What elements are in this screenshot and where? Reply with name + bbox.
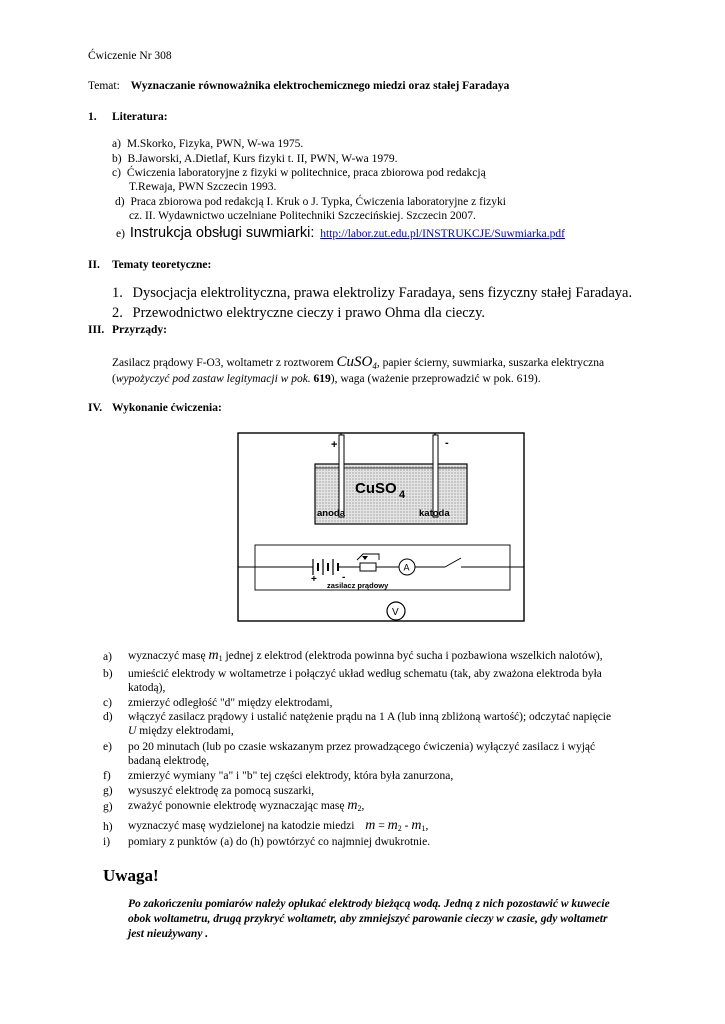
switch-icon [445, 558, 461, 567]
equipment-line-1: Zasilacz prądowy F-O3, woltametr z roztworem CuSO$_4$, papier ścierny, suwmiarka, suszarka elektryczna [112, 354, 605, 371]
cathode-label: katoda [419, 508, 450, 519]
step-e-text: po 20 minutach (lub po czasie wskazanym przez prowadzącego ćwiczenia) wyłączyć zasilacz i wyjąć [128, 741, 596, 753]
literature-item-b: b) B.Jaworski, A.Dietlaf, Kurs fizyki t. II, PWN, W-wa 1979. [112, 153, 398, 165]
step-d-letter: d) [103, 711, 113, 723]
step-c-text: zmierzyć odległość "d" między elektrodami, [128, 697, 333, 709]
step-f-text: zmierzyć wymiany "a" i "b" tej części elektrody, która była zanurzona, [128, 770, 454, 782]
literature-item-d-cont: cz. II. Wydawnictwo uczelniane Politechniki Szczecińskiej. Szczecin 2007. [129, 210, 476, 222]
cathode-minus-label: - [445, 437, 449, 449]
literature-number: 1. [88, 111, 97, 123]
step-i-text: pomiary z punktów (a) do (h) powtórzyć co najmniej dwukrotnie. [128, 836, 431, 848]
step-h-letter: h) [103, 821, 113, 833]
procedure-number: IV. [88, 402, 103, 414]
anode-label: anoda [317, 508, 345, 519]
step-i-letter: i) [103, 836, 111, 848]
step-g2-letter: g) [103, 801, 113, 813]
anode-plus-label: + [331, 439, 338, 451]
equipment-number: III. [88, 324, 105, 336]
step-d-cont: U między elektrodami, [128, 725, 234, 737]
exercise-number: Ćwiczenie Nr 308 [88, 50, 172, 62]
step-e-cont: badaną elektrodę, [128, 755, 210, 767]
suwmiarka-link[interactable]: http://labor.zut.edu.pl/INSTRUKCJE/Suwmiarka.pdf [320, 228, 565, 240]
literature-item-a: a) M.Skorko, Fizyka, PWN, W-wa 1975. [112, 138, 304, 150]
power-supply-label: zasilacz prądowy [327, 581, 389, 590]
topic-line [88, 80, 509, 92]
electrolyte-label: CuSO [355, 480, 397, 497]
warning-line-1: Po zakończeniu pomiarów należy opłukać elektrody bieżącą wodą. Jedną z nich pozostawić w kuwecie [128, 898, 610, 910]
battery-icon [313, 559, 338, 575]
step-h-text: wyznaczyć masę wydzielonej na katodzie miedzi $m = m_2 - m_1$, [128, 818, 429, 833]
step-a-text: wyznaczyć masę $m_1$ jednej z elektrod (elektroda powinna być sucha i pozbawiona wszelkich nalotów), [128, 648, 603, 663]
topic-title: Wyznaczanie równoważnika elektrochemicznego miedzi oraz stałej Faradaya [130, 80, 510, 92]
step-g-letter: g) [103, 785, 113, 797]
cuso4-formula: CuSO [336, 354, 373, 370]
warning-line-2: obok woltametru, drugą przykryć woltametr, aby zmniejszyć parowanie cieczy w czasie, gdy woltametr [128, 913, 608, 925]
theory-item-1: 1. Dysocjacja elektrolityczna, prawa elektrolizy Faradaya, sens fizyczny stałej Faradaya. [112, 285, 633, 301]
outer-circuit-frame [238, 433, 524, 621]
literature-item-c-cont: T.Rewaja, PWN Szczecin 1993. [129, 181, 277, 193]
supply-plus-label: + [311, 574, 317, 585]
equipment-heading: Przyrządy: [112, 324, 167, 336]
warning-title: Uwaga! [103, 866, 159, 885]
cathode-electrode [433, 435, 438, 517]
circuit-diagram [235, 430, 530, 630]
literature-item-e: e) Instrukcja obsługi suwmiarki: http://labor.zut.edu.pl/INSTRUKCJE/Suwmiarka.pdf [116, 225, 565, 241]
supply-minus-label: - [342, 572, 346, 583]
electrolyte-subscript: 4 [399, 489, 406, 501]
step-b-cont: katodą), [128, 682, 166, 694]
step-b-letter: b) [103, 668, 113, 680]
theory-item-2: 2. Przewodnictwo elektryczne cieczy i prawo Ohma dla cieczy. [112, 305, 486, 321]
step-b-text: umieścić elektrody w woltametrze i połączyć układ według schematu (tak, aby zważona elektroda była [128, 668, 602, 680]
topic-label: Temat: [88, 80, 120, 92]
warning-line-3: jest nieużywany . [128, 928, 209, 940]
literature-item-c: c) Ćwiczenia laboratoryjne z fizyki w politechnice, praca zbiorowa pod redakcją [112, 167, 486, 179]
step-g2-text: zważyć ponownie elektrodę wyznaczając masę $m_2$, [128, 798, 365, 813]
theory-heading: Tematy teoretyczne: [112, 259, 212, 271]
equipment-line-2: (wypożyczyć pod zastaw legitymacji w pok. 619), waga (ważenie przeprowadzić w pok. 619). [112, 373, 541, 385]
theory-number: II. [88, 259, 100, 271]
anode-electrode [339, 435, 344, 517]
voltmeter-label: V [392, 607, 399, 618]
step-d-text: włączyć zasilacz prądowy i ustalić natężenie prądu na 1 A (lub inną zbliżoną wartość); odczytać napięcie [128, 711, 612, 723]
step-a-letter: a) [103, 651, 112, 663]
procedure-heading: Wykonanie ćwiczenia: [112, 402, 222, 414]
step-f-letter: f) [103, 770, 111, 782]
step-e-letter: e) [103, 741, 112, 753]
literature-heading: Literatura: [112, 111, 168, 123]
step-g-text: wysuszyć elektrodę za pomocą suszarki, [128, 785, 315, 797]
rheostat-icon [357, 554, 379, 571]
step-c-letter: c) [103, 697, 112, 709]
ammeter-label: A [403, 562, 410, 573]
literature-item-d: d) Praca zbiorowa pod redakcją I. Kruk o J. Typka, Ćwiczenia laboratoryjne z fizyki [115, 196, 506, 208]
